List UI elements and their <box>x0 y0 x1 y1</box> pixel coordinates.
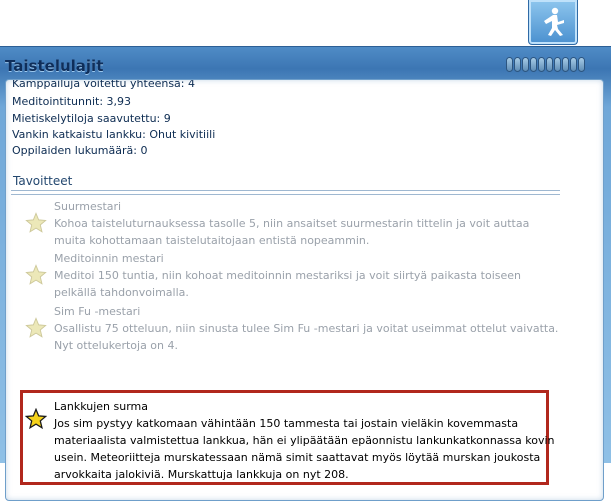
skill-level-pip <box>530 57 537 72</box>
panel-title: Taistelulajit <box>5 57 104 75</box>
goal-title: Meditoinnin mestari <box>54 252 164 265</box>
skill-level-pip <box>562 57 569 72</box>
stat-hardest-board: Vankin katkaistu lankku: Ohut kivitiili <box>12 128 216 141</box>
skill-level-meter <box>506 57 585 72</box>
stat-meditation-hours: Meditointitunnit: 3,93 <box>12 95 132 108</box>
skill-tab[interactable] <box>528 0 578 45</box>
star-icon <box>25 264 47 286</box>
skill-level-pip <box>570 57 577 72</box>
skill-level-pip <box>514 57 521 72</box>
goal-title: Lankkujen surma <box>54 400 148 413</box>
skill-level-pip <box>554 57 561 72</box>
star-icon <box>25 408 47 430</box>
skill-level-pip <box>506 57 513 72</box>
martial-arts-icon <box>539 7 567 37</box>
goal-description: Jos sim pystyy katkomaan vähintään 150 tammesta tai jostain vieläkin kovemmasta materiaalista valmistettua lankkua, hän ei ylipäätään epäonnistu lankunkatkonnassa kovin usein. Meteoriitteja murskatessaan nämä simit saattavat myös löytää murskan joukosta arvokkaita jalokiviä. Murskattuja lankkuja on nyt 208. <box>54 417 555 481</box>
goals-divider <box>11 190 560 195</box>
stat-students: Oppilaiden lukumäärä: 0 <box>12 144 148 157</box>
goal-title: Sim Fu -mestari <box>54 305 141 318</box>
star-icon <box>25 317 47 339</box>
goal-description: Kohoa taisteluturnauksessa tasolle 5, niin ansaitset suurmestarin tittelin ja voit auttaa muita kohottamaan taistelutaitojaan entistä nopeammin. <box>54 217 530 247</box>
skill-level-pip <box>578 57 585 72</box>
goals-heading: Tavoitteet <box>13 174 73 188</box>
skill-level-pip <box>538 57 545 72</box>
skill-level-pip <box>546 57 553 72</box>
star-icon <box>25 212 47 234</box>
skill-details[interactable] <box>5 79 604 501</box>
skill-panel <box>0 46 611 481</box>
goal-title: Suurmestari <box>54 200 122 213</box>
stat-meditative-states: Mietiskelytiloja saavutettu: 9 <box>12 112 171 125</box>
goal-description: Osallistu 75 otteluun, niin sinusta tulee Sim Fu -mestari ja voitat useimmat ottelut vaivatta. Nyt ottelukertoja on 4. <box>54 322 559 352</box>
stat-fights-won: Kamppailuja voitettu yhteensä: 4 <box>12 79 196 90</box>
goal-description: Meditoi 150 tuntia, niin kohoat meditoinnin mestariksi ja voit siirtyä paikasta toiseen pelkällä tahdonvoimalla. <box>54 269 521 299</box>
skill-level-pip <box>522 57 529 72</box>
